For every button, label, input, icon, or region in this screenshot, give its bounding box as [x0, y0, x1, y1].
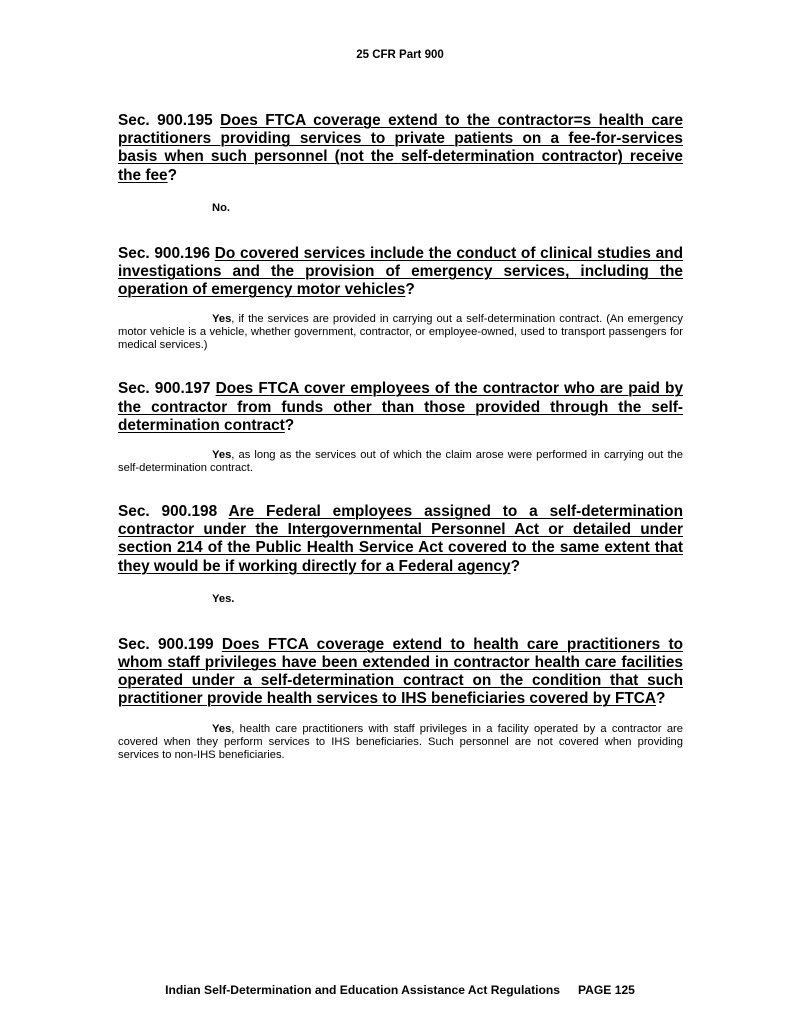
- section-answer: [118, 449, 683, 475]
- section-answer: [118, 202, 683, 215]
- page-footer: [0, 983, 800, 997]
- footer-page-number: PAGE 125: [577, 983, 635, 997]
- answer-lead: Yes: [212, 449, 232, 462]
- section-number: Sec. 900.199: [118, 635, 214, 653]
- question-text: Do covered services include the conduct of clinical studies and investigations and the provision of emergency services, including the operation of emergency motor vehicles: [118, 244, 683, 299]
- question-text: Does FTCA coverage extend to health care practitioners to whom staff privileges have been extended in contractor health care facilities operated under a self-determination contract on the condition that such practitioner provide health services to IHS beneficiaries covered by FTCA: [118, 635, 683, 708]
- question-text: Does FTCA coverage extend to the contractor=s health care practitioners providing services to private patients on a fee-for-services basis when such personnel (not the self-determination contractor) receive the fee: [118, 112, 684, 184]
- section-question: [118, 503, 683, 576]
- answer-text: , as long as the services out of which the claim arose were performed in carrying out the self-determination contract.: [118, 449, 683, 475]
- answer-lead: Yes.: [212, 592, 235, 605]
- section-question: [118, 112, 683, 185]
- question-text: Are Federal employees assigned to a self-determination contractor under the Intergovernmental Personnel Act or detailed under section 214 of the Public Health Service Act covered to the same extent that they would be if working directly for a Federal agency: [118, 503, 683, 575]
- section-question: [118, 245, 683, 300]
- answer-lead: No.: [212, 201, 231, 214]
- question-punct: ?: [656, 690, 666, 708]
- section-900-198: [118, 503, 683, 606]
- section-question: [118, 380, 683, 435]
- question-text: Does FTCA cover employees of the contractor who are paid by the contractor from funds other than those provided through the self-determination contract: [118, 380, 683, 434]
- section-number: Sec. 900.195: [118, 112, 213, 129]
- section-number: Sec. 900.196: [118, 244, 210, 262]
- section-answer: [118, 313, 683, 352]
- page-header: 25 CFR Part 900: [356, 49, 444, 61]
- question-punct: ?: [284, 416, 295, 434]
- section-900-197: [118, 380, 683, 475]
- section-answer: [118, 723, 683, 762]
- answer-lead: Yes: [212, 722, 232, 735]
- question-punct: ?: [405, 281, 415, 299]
- answer-text: , health care practitioners with staff privileges in a facility operated by a contractor are covered when they perform services to IHS beneficiaries. Such personnel are not covered when providing services to non-IHS beneficiaries.: [118, 722, 683, 761]
- answer-lead: Yes: [212, 313, 232, 326]
- footer-title: Indian Self-Determination and Education Assistance Act Regulations: [165, 983, 560, 997]
- question-punct: ?: [510, 557, 520, 575]
- section-answer: [118, 593, 683, 606]
- section-number: Sec. 900.198: [118, 503, 218, 521]
- document-body: [118, 112, 683, 762]
- section-number: Sec. 900.197: [118, 380, 211, 398]
- section-900-196: [118, 245, 683, 353]
- section-900-199: [118, 636, 683, 762]
- question-punct: ?: [167, 166, 178, 184]
- answer-text: , if the services are provided in carrying out a self-determination contract. (An emergency motor vehicle is a vehicle, whether government, contractor, or employee-owned, used to transport passengers for medical services.): [118, 313, 683, 352]
- section-question: [118, 636, 683, 709]
- section-900-195: [118, 112, 683, 215]
